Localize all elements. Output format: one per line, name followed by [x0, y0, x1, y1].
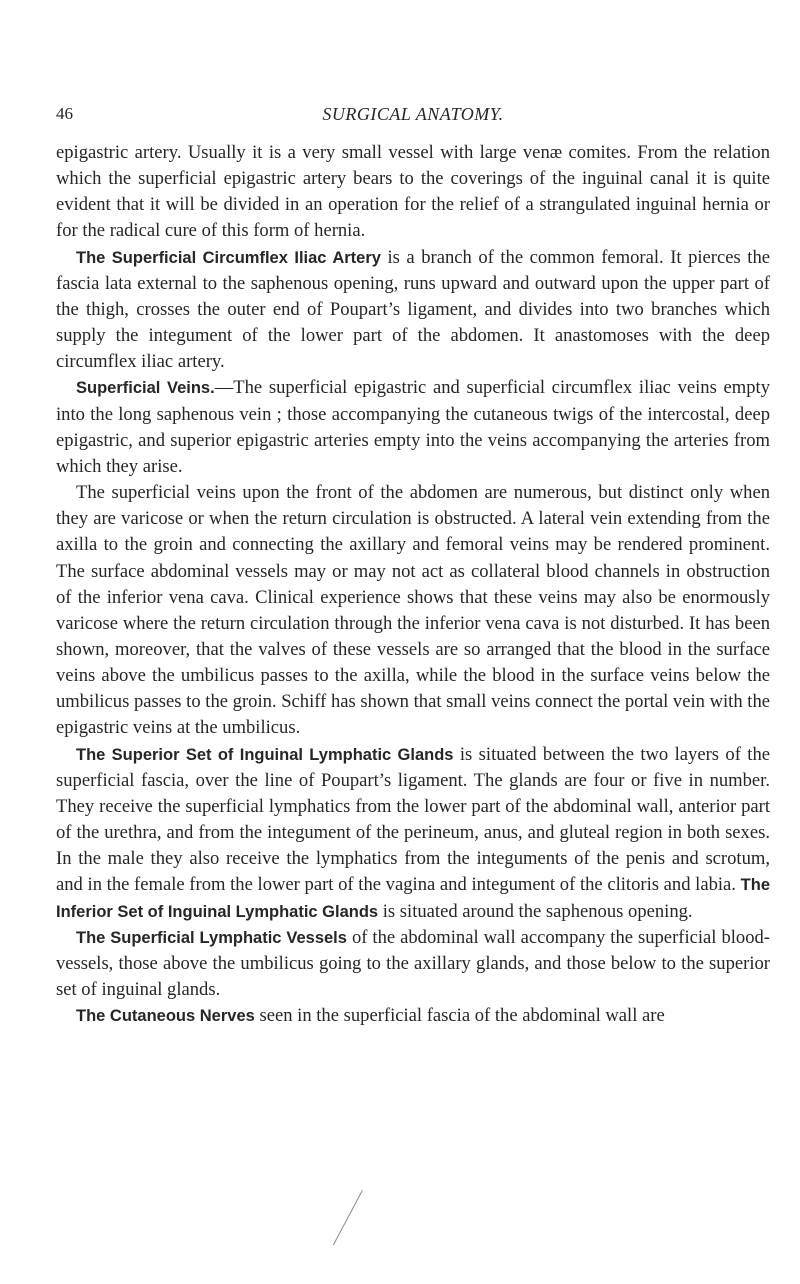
body-text: [56, 140, 770, 1029]
paragraph-cutaneous-nerves: [56, 1003, 770, 1029]
paragraph-epigastric-continuation: [56, 140, 770, 245]
paragraph-text: is a branch of the common femoral. It pierces the fascia lata external to the saphenous opening, runs upward and outward upon the upper part of the thigh, crosses the outer end of Poupart’s ligament, and divides into two branches which supply the integument of the lower part of the abdomen. It anastomoses with the deep circumflex iliac artery.: [56, 246, 770, 373]
section-heading: The Inferior Set of Inguinal Lymphatic Glands: [56, 876, 770, 921]
section-heading: The Cutaneous Nerves: [76, 1007, 255, 1026]
paragraph-text: seen in the superficial fascia of the abdominal wall are: [254, 1005, 665, 1027]
paragraph-superficial-veins-front: [56, 480, 770, 742]
paragraph-superficial-circumflex-iliac-artery: [56, 245, 770, 376]
paragraph-inguinal-lymphatic-glands: [56, 742, 770, 925]
section-heading: The Superficial Circumflex Iliac Artery: [76, 248, 381, 267]
section-heading: The Superficial Lymphatic Vessels: [76, 928, 347, 947]
paragraph-text: The superficial veins upon the front of the abdomen are numerous, but distinct only when they are varicose or when the return circulation is obstructed. A lateral vein extending from the axilla to the groin and connecting the axillary and femoral veins may be rendered prominent. The surface abdominal vessels may or may not act as collateral blood channels in obstruction of the inferior vena cava. Clinical experience shows that these veins may also be enormously varicose where the return circulation through the inferior vena cava is not disturbed. It has been shown, moreover, that the valves of these vessels are so arranged that the blood in the surface veins above the umbilicus passes to the axilla, while the blood in the surface veins below the umbilicus passes to the groin. Schiff has shown that small veins connect the portal vein with the epigastric veins at the umbilicus.: [56, 482, 770, 739]
page-number: 46: [56, 104, 73, 123]
running-title: SURGICAL ANATOMY.: [322, 104, 504, 124]
stray-pen-mark: [333, 1190, 363, 1245]
section-heading: Superficial Veins.: [76, 379, 215, 398]
page-header: [56, 104, 770, 132]
paragraph-superficial-lymphatic-vessels: [56, 925, 770, 1003]
paragraph-text: —The superficial epigastric and superficial circumflex iliac veins empty into the long saphenous vein ; those accompanying the cutaneous twigs of the intercostal, deep epigastric, and superior epigastric arteries empty into the veins accompanying the arteries from which they arise.: [56, 377, 771, 477]
paragraph-text: is situated around the saphenous opening.: [378, 900, 693, 922]
paragraph-text: of the abdominal wall accompany the superficial blood-vessels, those above the umbilicus going to the axillary glands, and those below to the superior set of inguinal glands.: [56, 926, 770, 1000]
paragraph-text: is situated between the two layers of the superficial fascia, over the line of Poupart’s ligament. The glands are four or five in number. They receive the superficial lymphatics from the lower part of the abdominal wall, anterior part of the urethra, and from the integument of the perineum, anus, and gluteal region in both sexes. In the male they also receive the lymphatics from the integuments of the penis and scrotum, and in the female from the lower part of the vagina and integument of the clitoris and labia.: [56, 743, 771, 896]
paragraph-text: epigastric artery. Usually it is a very small vessel with large venæ comites. From the relation which the superficial epigastric artery bears to the coverings of the inguinal canal it is quite evident that it will be divided in an operation for the relief of a strangulated inguinal hernia or for the radical cure of this form of hernia.: [56, 142, 770, 242]
section-heading: The Superior Set of Inguinal Lymphatic Glands: [76, 745, 454, 764]
paragraph-superficial-veins: [56, 375, 770, 480]
